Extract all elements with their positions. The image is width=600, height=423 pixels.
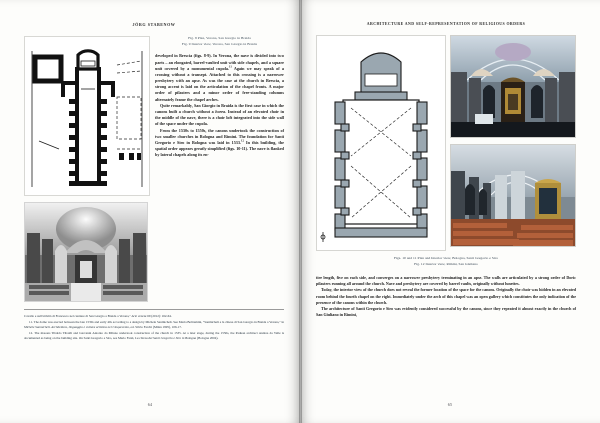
right-running-head: ARCHITECTURE AND SELF-REPRESENTATION OF RELIGIOUS ORDERS [366,22,526,26]
interior-verona-san-giorgio [24,202,148,302]
footnote-rule [24,309,284,310]
footnote: 11. The dome was erected between the late 1530s and early 40s according to a design by Michele Sanmicheli. See Maria Beltramini, "Sanmicheli e la chiesa di San Giorgio in Braida a Verona," in Michele Sanmicheli. Architettura, linguaggio e cultura artistica nel Cinquecento, ed. Silvio Ferchi (Milan 1995), 106-17. [24,319,284,329]
right-figure-captions [316,256,576,267]
right-figure-block [316,35,576,251]
plan-verona-san-giorgio [24,36,150,196]
left-body-text [155,53,284,158]
interior-photo-bw-svg [25,203,147,301]
caption-fig-8: Fig. 8 Plan, Verona, San Giorgio in Braida [188,36,251,40]
left-folio: 64 [147,402,153,407]
book-gutter [299,0,302,423]
left-figure-captions [155,36,284,47]
footnote: Cavallo e sull'attività di Francesco nel cantiere di San Giorgio a Braida a Verona," Arte veneta 69 (2012): 162-64. [24,313,172,318]
left-page-upper-block [24,36,284,302]
right-body-text [316,275,576,317]
paragraph: The architecture of Santi Gregorio e Siro was evidently considered successful by the canons, since they repeated it almost exactly in the church of San Giuliano in Rimini, [316,305,576,317]
interior-bologna-santi-gregorio-e-siro [450,35,576,138]
paragraph: Quite remarkably, San Giorgio in Braida is the first case in which the canons built a church without a horea. Instead of an elevated choir in the middle of the nave, there is a choir loft integrated into the side wall of the space under the cupola. [155,102,285,127]
plan-drawing-svg [25,37,149,195]
right-photo-column [450,35,576,247]
caption-fig-12: Fig. 12 Interior view, Rimini, San Giuliano [414,261,478,266]
left-figure-column [24,36,148,302]
caption-fig-9: Fig. 9 Interior view, Verona, San Giorgio in Braida [181,41,258,46]
caption-figs-10-11: Figs. 10 and 11 Plan and Interior view, Bologna, Santi Gregorio e Siro [393,256,499,260]
right-page [300,0,600,423]
right-plan-column [316,35,444,251]
paragraph: developed in Brescia (figs. 8-9). In Verona, the nave is divided into two parts – an elongated, barrel-vaulted unit with side chapels, and a square unit covered by a monumental cupola.$^{11}$ Again we may speak of a crossing without a transept. Attached to this crossing is a narrower presbytery with an apse. As was the case at the church in Brescia, a strong accent is laid on the articulation of the chapel fronts. A major order of pilasters and a minor order of free-standing columns alternately frame the chapel arches. [155,53,284,102]
interior-photo-c1-svg [451,36,575,137]
left-running-head: JÖRG STABENOW [132,22,176,27]
left-footnotes [24,314,284,341]
paragraph: From the 1530s to 1550s, the canons undertook the construction of two smaller churches in Bologna and Rimini. The foundation for Santi Gregorio e Siro in Bologna was laid in 1533.12 In this building, the spatial order appears greatly simplified (figs. 10-11). The nave is flanked by lateral chapels along its en- [155,127,284,158]
plan-bologna-santi-gregorio-e-siro [316,35,446,251]
footnote: 12. The masons Tibaldo Tibaldi and Giovanni Antonio da Milano undertook construction of the church in 1535. At a later stage, during the 1550s, the Paduan architect Andrea da Valle is documented as being on the building site. On Santi Gregorio e Siro, see Mario Fanti, La chiesa dei Santi Gregorio e Siro in Bologna (Bologna 2004). [24,331,284,340]
right-folio: 65 [447,402,453,407]
interior-rimini-san-giuliano [450,144,576,247]
interior-photo-c2-svg [451,145,575,246]
paragraph: Today, the interior view of the church does not reveal the former location of the space for the canons. Originally the choir was hidden in an elevated room behind the fourth chapel on the right. Immediately under the arch of this chapel was an open gallery which constitutes the only indication of the presence of the canons within the church. [316,287,576,305]
left-text-column [155,36,284,159]
plan-drawing-r-svg [317,36,445,250]
paragraph: tire length, five on each side, and converges on a narrower presbytery terminating in an apse. The walls are articulated by a strong order of Doric pilasters running all around the church. Nave and presbytery are covered by barrel vaults, originally without lunettes. [316,275,576,287]
